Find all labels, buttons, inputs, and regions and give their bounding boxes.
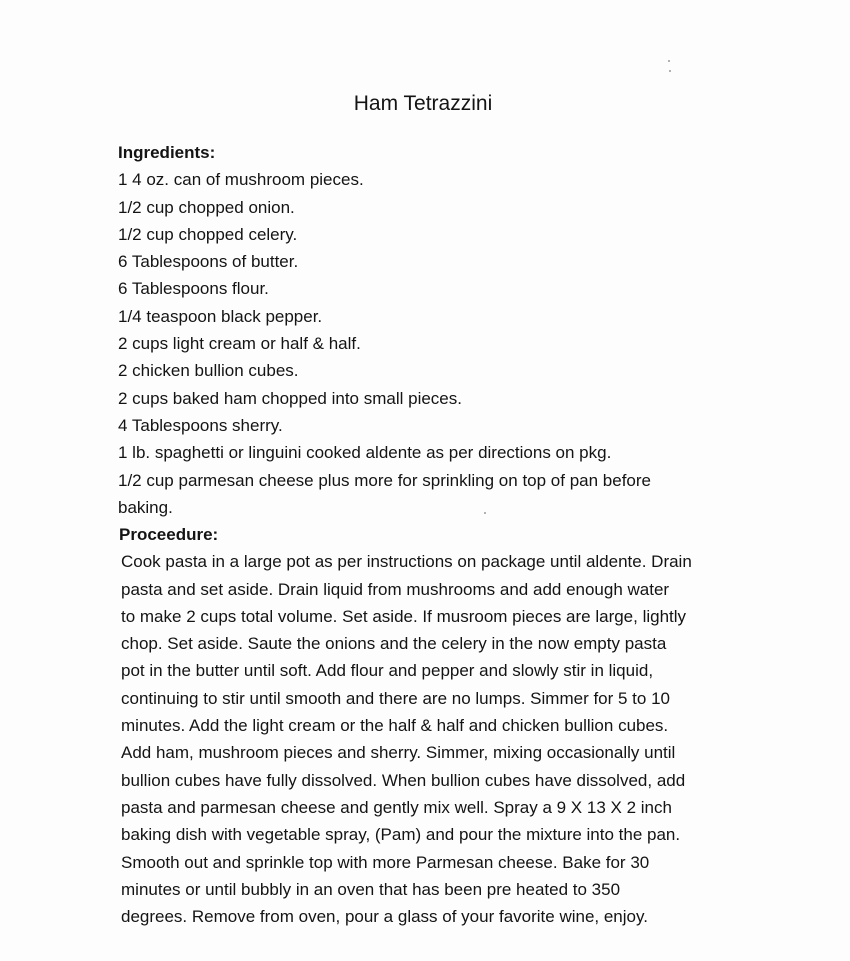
procedure-line: Smooth out and sprinkle top with more Parmesan cheese. Bake for 30 — [121, 852, 650, 872]
procedure-line: pot in the butter until soft. Add flour and pepper and slowly stir in liquid, — [121, 661, 654, 681]
procedure-line: bullion cubes have fully dissolved. When bullion cubes have dissolved, add — [121, 770, 686, 790]
procedure-section — [119, 521, 739, 930]
ingredients-heading: Ingredients: — [118, 143, 216, 162]
ingredient-item: 6 Tablespoons flour. — [118, 279, 269, 299]
procedure-line: baking dish with vegetable spray, (Pam) and pour the mixture into the pan. — [121, 825, 681, 845]
procedure-line: Add ham, mushroom pieces and sherry. Simmer, mixing occasionally until — [121, 743, 676, 763]
procedure-line: Cook pasta in a large pot as per instructions on package until aldente. Drain — [121, 552, 692, 572]
ingredient-item: 1/2 cup chopped celery. — [118, 224, 298, 244]
ingredient-item: 1/2 cup parmesan cheese plus more for sprinkling on top of pan before baking. — [118, 470, 651, 517]
recipe-title: Ham Tetrazzini — [353, 92, 493, 115]
procedure-line: chop. Set aside. Saute the onions and the celery in the now empty pasta — [121, 634, 667, 654]
ingredient-item: 2 cups light cream or half & half. — [118, 334, 361, 354]
procedure-line: continuing to stir until smooth and there are no lumps. Simmer for 5 to 10 — [121, 688, 670, 708]
procedure-line: to make 2 cups total volume. Set aside. If musroom pieces are large, lightly — [121, 606, 687, 626]
scan-speck — [484, 512, 486, 514]
procedure-heading: Proceedure: — [119, 525, 219, 544]
scan-speck — [668, 60, 670, 62]
ingredient-item: 1/4 teaspoon black pepper. — [118, 306, 323, 326]
procedure-line: minutes or until bubbly in an oven that has been pre heated to 350 — [121, 879, 621, 899]
procedure-line: minutes. Add the light cream or the half & half and chicken bullion cubes. — [121, 716, 669, 736]
ingredient-item: 6 Tablespoons of butter. — [118, 252, 299, 272]
ingredient-item: 1/2 cup chopped onion. — [118, 197, 295, 217]
ingredient-item: 1 lb. spaghetti or linguini cooked aldente as per directions on pkg. — [118, 443, 612, 463]
procedure-line: pasta and set aside. Drain liquid from mushrooms and add enough water — [121, 579, 670, 599]
ingredient-item: 2 cups baked ham chopped into small pieces. — [118, 388, 462, 408]
ingredients-section — [118, 139, 738, 521]
ingredient-item: 2 chicken bullion cubes. — [118, 361, 299, 381]
ingredient-item: 1 4 oz. can of mushroom pieces. — [118, 170, 364, 190]
procedure-line: pasta and parmesan cheese and gently mix well. Spray a 9 X 13 X 2 inch — [121, 797, 672, 817]
procedure-line: degrees. Remove from oven, pour a glass of your favorite wine, enjoy. — [121, 907, 648, 927]
scan-speck — [669, 70, 671, 72]
ingredient-item: 4 Tablespoons sherry. — [118, 415, 283, 435]
